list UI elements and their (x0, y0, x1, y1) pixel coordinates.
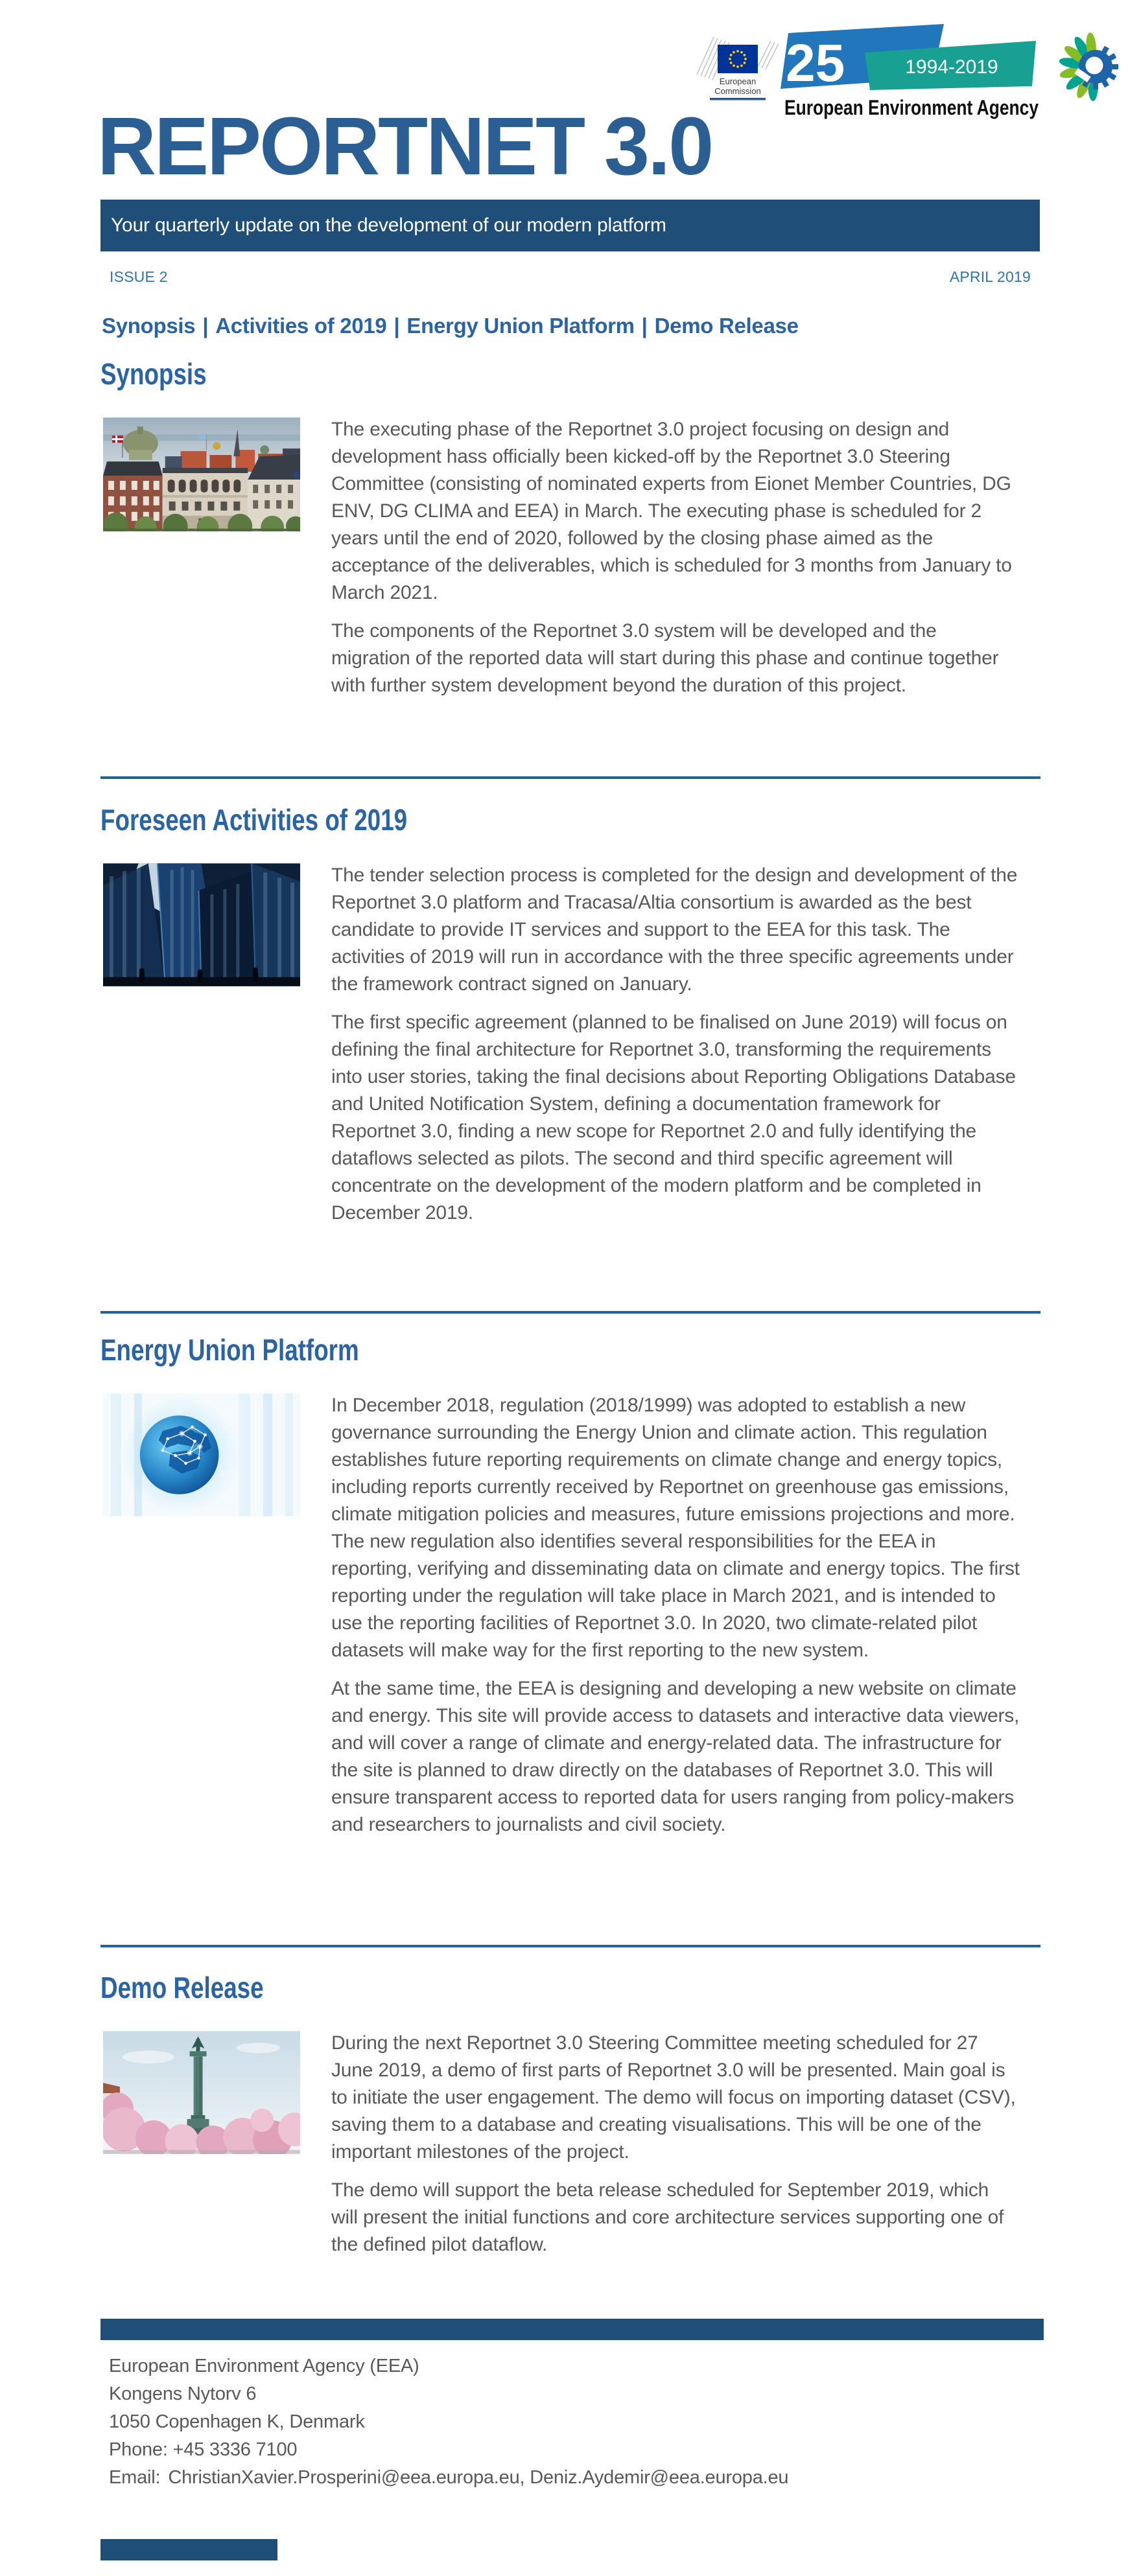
copenhagen-skyline-photo (103, 417, 300, 531)
anniversary-agency-name: European Environment Agency (784, 96, 1039, 119)
section-body-activities (331, 862, 1020, 1227)
nav-link-energy-union[interactable]: Energy Union Platform (406, 314, 635, 338)
footer-top-bar (100, 2319, 1044, 2340)
paragraph: During the next Reportnet 3.0 Steering Committee meeting scheduled for 27 June 2019, a demo of first parts of Reportnet 3.0 will be presented. Main goal is to initiate the user engagement. The demo will focus on importing dataset (CSV), saving them to a database and creating visualisations. This will be one of the important milestones of the project. (331, 2032, 1016, 2163)
nav-link-demo-release[interactable]: Demo Release (654, 314, 799, 338)
section-activities (100, 804, 1040, 1238)
footer-email-label: Email: (109, 2467, 161, 2488)
nav-link-synopsis[interactable]: Synopsis (102, 314, 196, 338)
footer-agency-name: European Environment Agency (EEA) (109, 2356, 419, 2376)
glass-towers (103, 863, 300, 986)
header-logos (660, 23, 1128, 124)
copenhagen-column-photo (103, 2031, 300, 2154)
section-title-energy-union: Energy Union Platform (100, 1333, 359, 1367)
globe-network-photo (103, 1393, 300, 1516)
anniversary-number: 25 (786, 34, 845, 93)
tagline-text: Your quarterly update on the development of our modern platform (111, 215, 666, 236)
ec-logo-text-1: European (719, 76, 757, 86)
section-energy-union (100, 1334, 1040, 1850)
ec-flag-logo (697, 37, 779, 100)
footer-street: Kongens Nytorv 6 (109, 2384, 257, 2404)
nav-separator: | (641, 314, 648, 338)
footer-bottom-bar (100, 2539, 277, 2560)
ec-logo-underline (710, 98, 766, 100)
tagline-banner (100, 200, 1040, 251)
paragraph: At the same time, the EEA is designing and developing a new website on climate and energy. This site will provide access to datasets and interactive data viewers, and will cover a range of climate and energy-related data. The infrastructure for the site is planned to draw directly on the databases of Reportnet 3.0. This will ensure transparent access to reported data for users ranging from policy-makers and researchers to journalists and civil society. (331, 1678, 1020, 1835)
section-title-synopsis: Synopsis (100, 357, 207, 391)
newsletter-title: REPORTNET 3.0 (97, 100, 712, 192)
nav-separator: | (394, 314, 400, 338)
footer-city: 1050 Copenhagen K, Denmark (109, 2411, 365, 2432)
section-body-energy-union (331, 1392, 1020, 1839)
section-nav (102, 314, 1041, 338)
ec-logo-text-2: Commission (714, 86, 761, 96)
section-title-activities: Foreseen Activities of 2019 (100, 803, 408, 837)
anniversary-25-logo (781, 24, 1039, 119)
section-title-demo-release: Demo Release (100, 1971, 264, 2004)
paragraph: The demo will support the beta release scheduled for September 2019, which will present the initial functions and core architecture services supporting one of the defined pilot dataflow. (331, 2179, 1004, 2255)
footer-email-2[interactable]: Deniz.Aydemir@eea.europa.eu (530, 2467, 789, 2488)
nav-separator: | (202, 314, 209, 338)
eea-flower-logo (1059, 32, 1118, 101)
issue-row (100, 268, 1040, 286)
section-divider (100, 776, 1040, 779)
section-demo-release (100, 1971, 1040, 2269)
section-divider (100, 1311, 1040, 1314)
footer-email-line (109, 2464, 788, 2492)
issue-date: APRIL 2019 (949, 268, 1031, 285)
section-body-demo-release (331, 2030, 1020, 2258)
footer-contact-block (109, 2352, 788, 2492)
paragraph: The components of the Reportnet 3.0 system will be developed and the migration of the reported data will start during this phase and continue together with further system development beyond the duration of this project. (331, 620, 999, 696)
paragraph: The first specific agreement (planned to be finalised on June 2019) will focus on defining the final architecture for Reportnet 3.0, transforming the requirements into user stories, taking the final decisions about Reporting Obligations Database and United Notification System, defining a documentation framework for Reportnet 3.0, finding a new scope for Reportnet 2.0 and fully identifying the dataflows selected as pilots. The second and third specific agreement will concentrate on the development of the modern platform and be completed in December 2019. (331, 1012, 1016, 1224)
eu-flag (718, 45, 758, 73)
footer-phone: Phone: +45 3336 7100 (109, 2439, 298, 2460)
paragraph: In December 2018, regulation (2018/1999) was adopted to establish a new governance surrounding the Energy Union and climate action. This regulation establishes future reporting requirements on climate change and energy topics, including reports currently received by Reportnet on greenhouse gas emissions, climate mitigation policies and measures, future emissions projections and more. The new regulation also identifies several responsibilities for the EEA in reporting, verifying and disseminating data on climate and energy topics. The first reporting under the regulation will take place in March 2021, and is intended to use the reporting facilities of Reportnet 3.0. In 2020, two climate-related pilot datasets will make way for the first reporting to the new system. (331, 1395, 1020, 1661)
paragraph: The executing phase of the Reportnet 3.0 project focusing on design and development hass officially been kicked-off by the Reportnet 3.0 Steering Committee (consisting of nominated experts from Eionet Member Countries, DG ENV, DG CLIMA and EEA) in March. The executing phase is scheduled for 2 years until the end of 2020, followed by the closing phase aimed as the acceptance of the deliverables, which is scheduled for 3 months from January to March 2021. (331, 419, 1012, 603)
paragraph: The tender selection process is completed for the design and development of the Reportnet 3.0 platform and Tracasa/Altia consortium is awarded as the best candidate to provide IT services and support to the EEA for this task. The activities of 2019 will run in accordance with the three specific agreements under the framework contract signed on January. (331, 864, 1018, 995)
section-body-synopsis (331, 416, 1020, 699)
office-towers-photo (103, 863, 300, 986)
section-divider (100, 1945, 1040, 1947)
anniversary-years: 1994-2019 (905, 56, 998, 78)
section-synopsis (100, 358, 1040, 710)
footer-email-1[interactable]: ChristianXavier.Prosperini@eea.europa.eu (168, 2467, 520, 2488)
footer-email-separator: , (519, 2467, 530, 2488)
issue-number: ISSUE 2 (110, 268, 168, 285)
nav-link-activities[interactable]: Activities of 2019 (215, 314, 387, 338)
